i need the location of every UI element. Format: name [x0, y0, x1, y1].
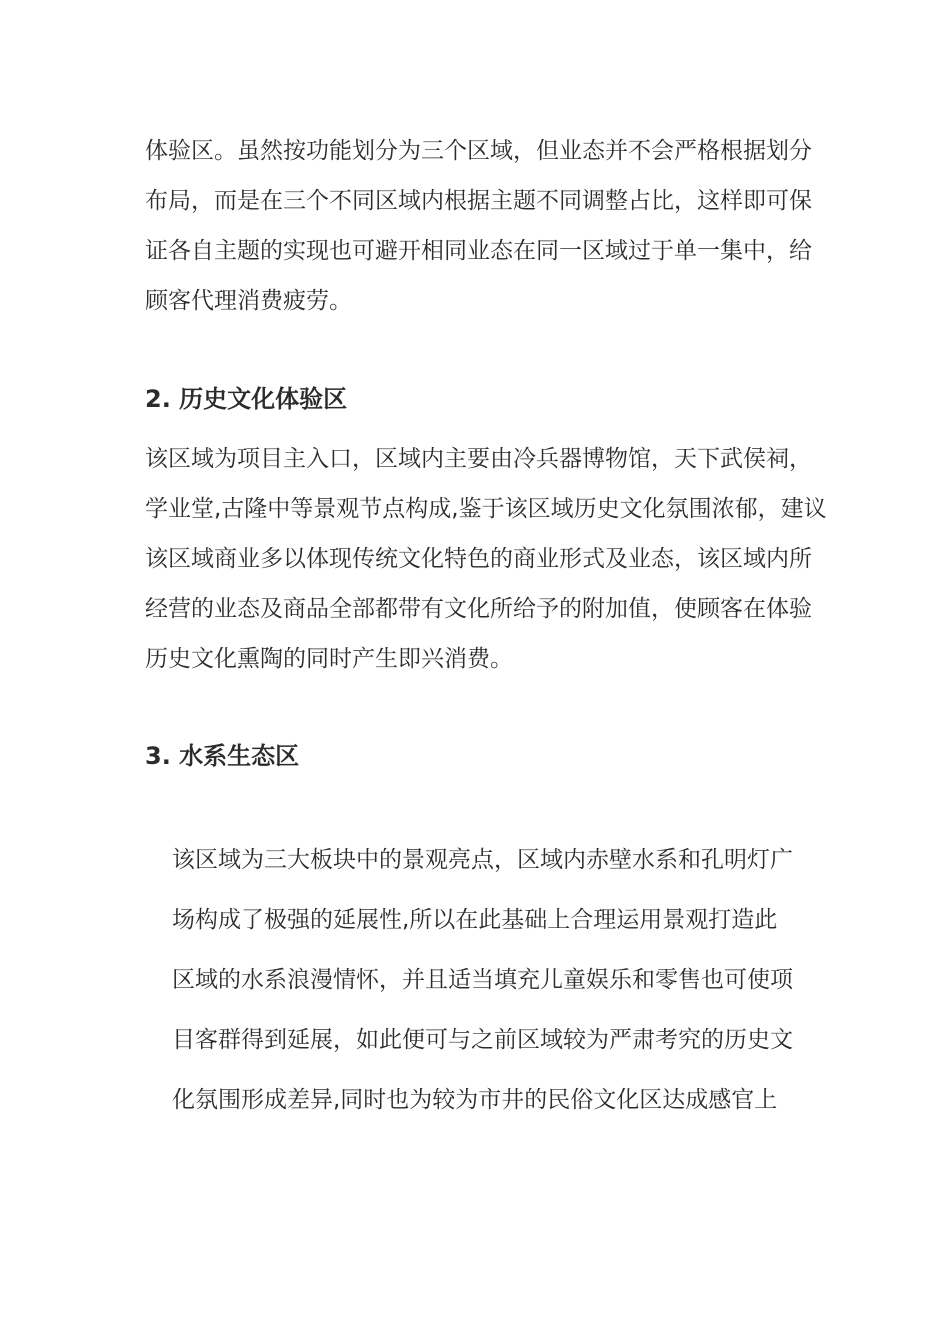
- paragraph-line: 目客群得到延展，如此便可与之前区域较为严肃考究的历史文: [172, 1027, 793, 1053]
- paragraph-line: 该区域商业多以体现传统文化特色的商业形式及业态，该区域内所: [145, 546, 812, 572]
- paragraph-line: 该区域为项目主入口，区域内主要由冷兵器博物馆，天下武侯祠，: [145, 446, 812, 472]
- paragraph-line: 历史文化熏陶的同时产生即兴消费。: [145, 646, 513, 672]
- section-heading-water: 3. 水系生态区: [145, 742, 300, 770]
- paragraph-line: 顾客代理消费疲劳。: [145, 288, 352, 314]
- section-heading-history: 2. 历史文化体验区: [145, 385, 348, 413]
- paragraph-line: 学业堂,古隆中等景观节点构成,鉴于该区域历史文化氛围浓郁，建议: [145, 496, 827, 522]
- paragraph-line: 区域的水系浪漫情怀，并且适当填充儿童娱乐和零售也可使项: [172, 967, 793, 993]
- paragraph-line: 场构成了极强的延展性,所以在此基础上合理运用景观打造此: [172, 907, 778, 933]
- paragraph-line: 该区域为三大板块中的景观亮点，区域内赤壁水系和孔明灯广: [172, 847, 793, 873]
- paragraph-line: 化氛围形成差异,同时也为较为市井的民俗文化区达成感官上: [172, 1087, 778, 1113]
- paragraph-line: 证各自主题的实现也可避开相同业态在同一区域过于单一集中，给: [145, 238, 812, 264]
- paragraph-line: 体验区。虽然按功能划分为三个区域，但业态并不会严格根据划分: [145, 138, 812, 164]
- paragraph-line: 经营的业态及商品全部都带有文化所给予的附加值，使顾客在体验: [145, 596, 812, 622]
- paragraph-line: 布局，而是在三个不同区域内根据主题不同调整占比，这样即可保: [145, 188, 812, 214]
